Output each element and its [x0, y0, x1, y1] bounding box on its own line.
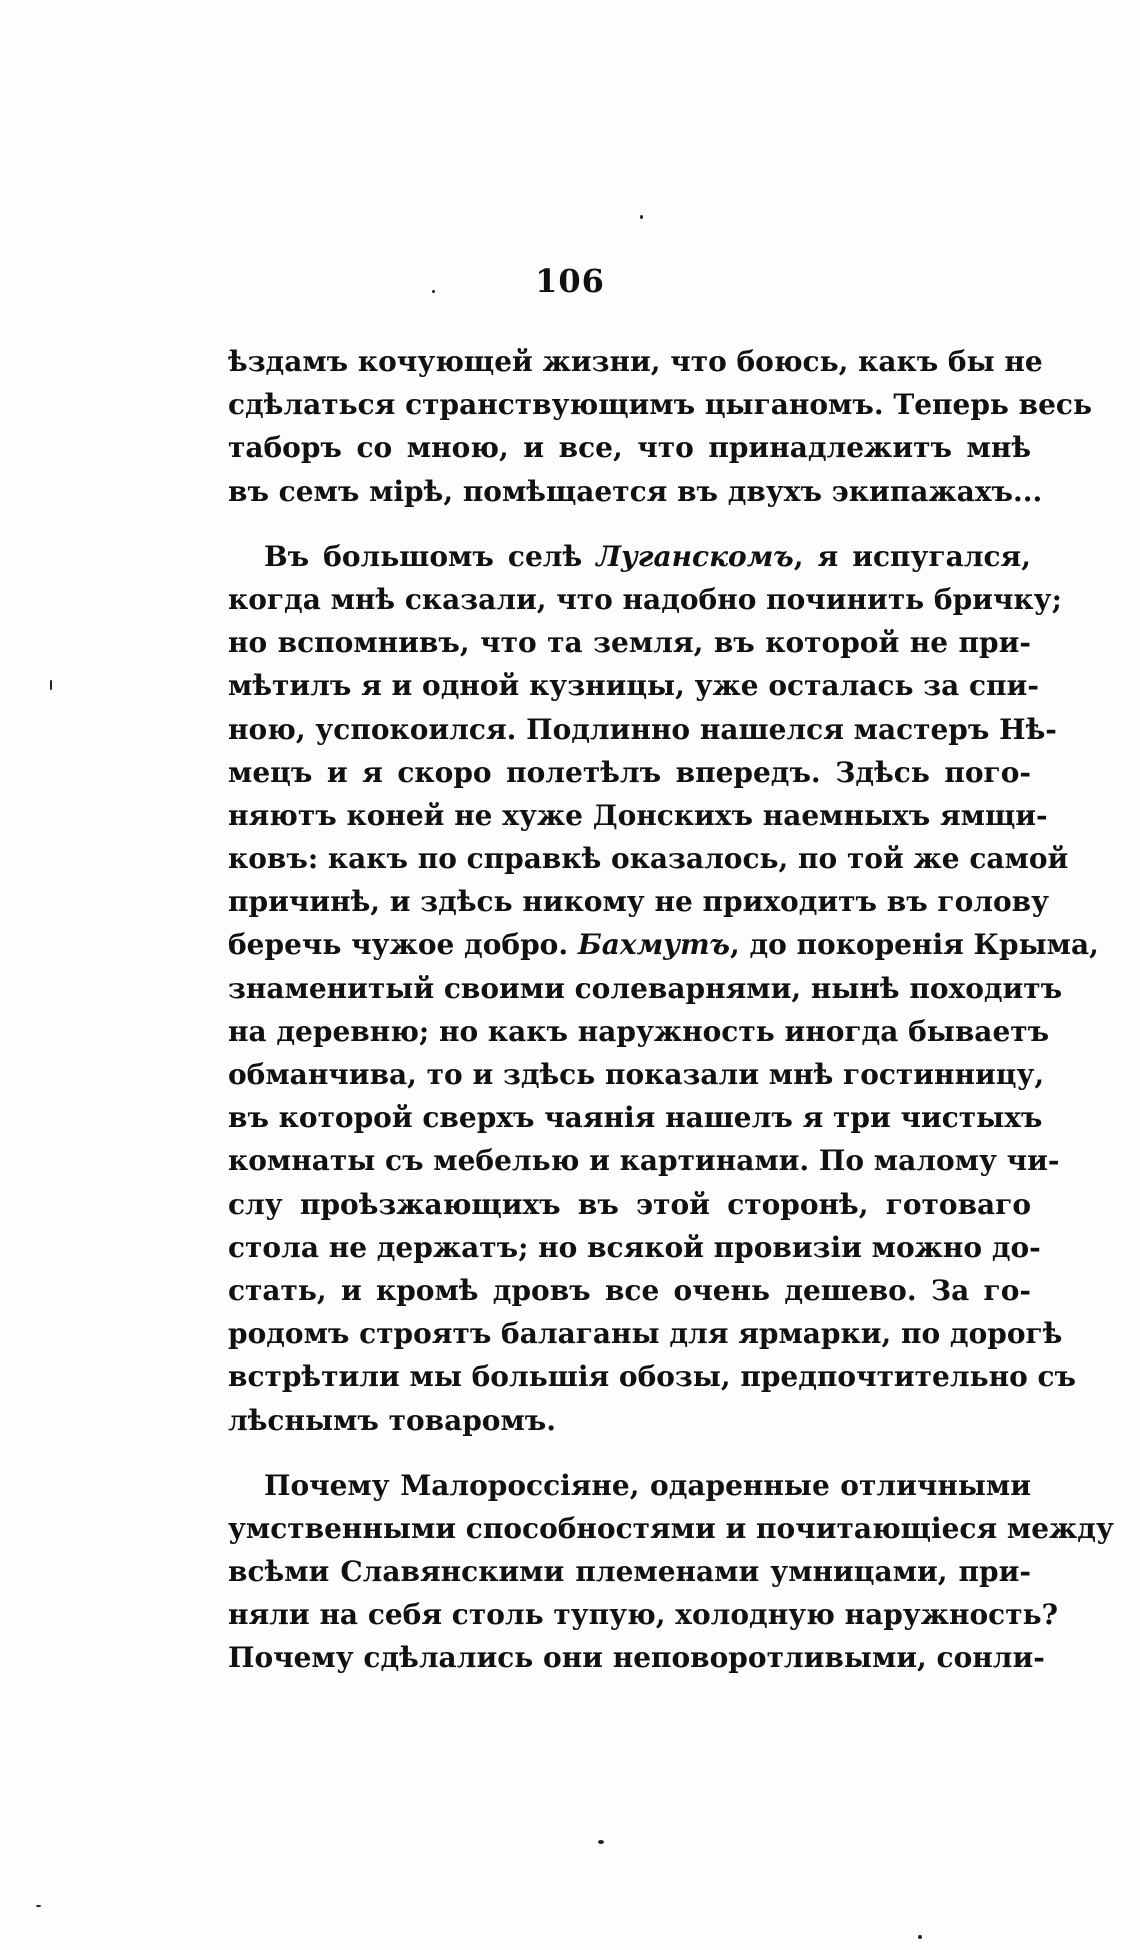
text-line: когда мнѣ сказали, что надобно починить бричку; [228, 582, 1062, 616]
text-line: мѣтилъ я и одной кузницы, уже осталась за спи- [228, 669, 1039, 703]
scan-speck [36, 1905, 41, 1907]
scan-speck [598, 1840, 604, 1844]
text-line: беречь чужое добро. Бахмутъ, до покоренія Крыма, [228, 928, 1099, 962]
text-line: сдѣлаться странствующимъ цыганомъ. Теперь весь [228, 388, 1092, 422]
text-line: ѣздамъ кочующей жизни, что боюсь, какъ бы не [228, 345, 1043, 378]
text-line: въ семъ мірѣ, помѣщается въ двухъ экипажахъ... [228, 474, 1043, 508]
text-line: ковъ: какъ по справкѣ оказалось, по той же самой [228, 842, 1069, 876]
paragraph [228, 535, 1099, 1442]
paragraph [228, 1464, 1114, 1680]
text-line: комнаты съ мебелью и картинами. По малому чи- [228, 1144, 1060, 1178]
scan-speck [640, 215, 643, 219]
paragraph-gap [228, 513, 1031, 535]
text-line: родомъ строятъ балаганы для ярмарки, по дорогѣ [228, 1317, 1063, 1351]
text-line: Почему сдѣлались они неповоротливыми, сонли- [228, 1641, 1045, 1675]
paragraph [228, 340, 1092, 513]
text-line: умственными способностями и почитающіеся между [228, 1511, 1114, 1545]
text-line: встрѣтили мы большія обозы, предпочтительно съ [228, 1360, 1077, 1394]
text-line: но вспомнивъ, что та земля, въ которой не при- [228, 626, 1031, 660]
scan-speck [432, 290, 435, 293]
page-number: 106 [535, 262, 605, 300]
scan-speck [50, 680, 52, 690]
text-line: причинѣ, и здѣсь никому не приходитъ въ голову [228, 885, 1050, 919]
text-line: Почему Малороссіяне, одаренные отличными [264, 1468, 1031, 1502]
text-line: няли на себя столь тупую, холодную наружность? [228, 1598, 1058, 1632]
text-line: слу проѣзжающихъ въ этой сторонѣ, готоваго [228, 1187, 1031, 1221]
text-line: стола не держатъ; но всякой провизіи можно до- [228, 1230, 1041, 1264]
text-line: обманчива, то и здѣсь показали мнѣ гостинницу, [228, 1058, 1045, 1091]
paragraph-gap [228, 1442, 1031, 1464]
text-line: въ которой сверхъ чаянія нашелъ я три чистыхъ [228, 1101, 1043, 1135]
body-text [228, 340, 1114, 1680]
text-line: всѣми Славянскими племенами умницами, при- [228, 1555, 1031, 1589]
text-line: на деревню; но какъ наружность иногда бываетъ [228, 1014, 1050, 1048]
text-line: няютъ коней не хуже Донскихъ наемныхъ ямщи- [228, 798, 1048, 832]
text-line: мецъ и я скоро полетѣлъ впередъ. Здѣсь пого- [228, 755, 1031, 789]
text-line: таборъ со мною, и все, что принадлежитъ мнѣ [228, 431, 1031, 465]
italic-name: Бахмутъ [577, 928, 730, 962]
text-line: ною, успокоился. Подлинно нашелся мастеръ Нѣ- [228, 712, 1057, 746]
text-line: лѣснымъ товаромъ. [228, 1403, 557, 1437]
text-line: стать, и кромѣ дровъ все очень дешево. За го- [228, 1273, 1031, 1307]
text-line: знаменитый своими солеварнями, нынѣ походитъ [228, 971, 1063, 1005]
scan-speck [918, 1935, 922, 1939]
italic-name: Луганскомъ [596, 539, 794, 573]
text-line: Въ большомъ селѣ Луганскомъ, я испугался, [264, 539, 1031, 573]
